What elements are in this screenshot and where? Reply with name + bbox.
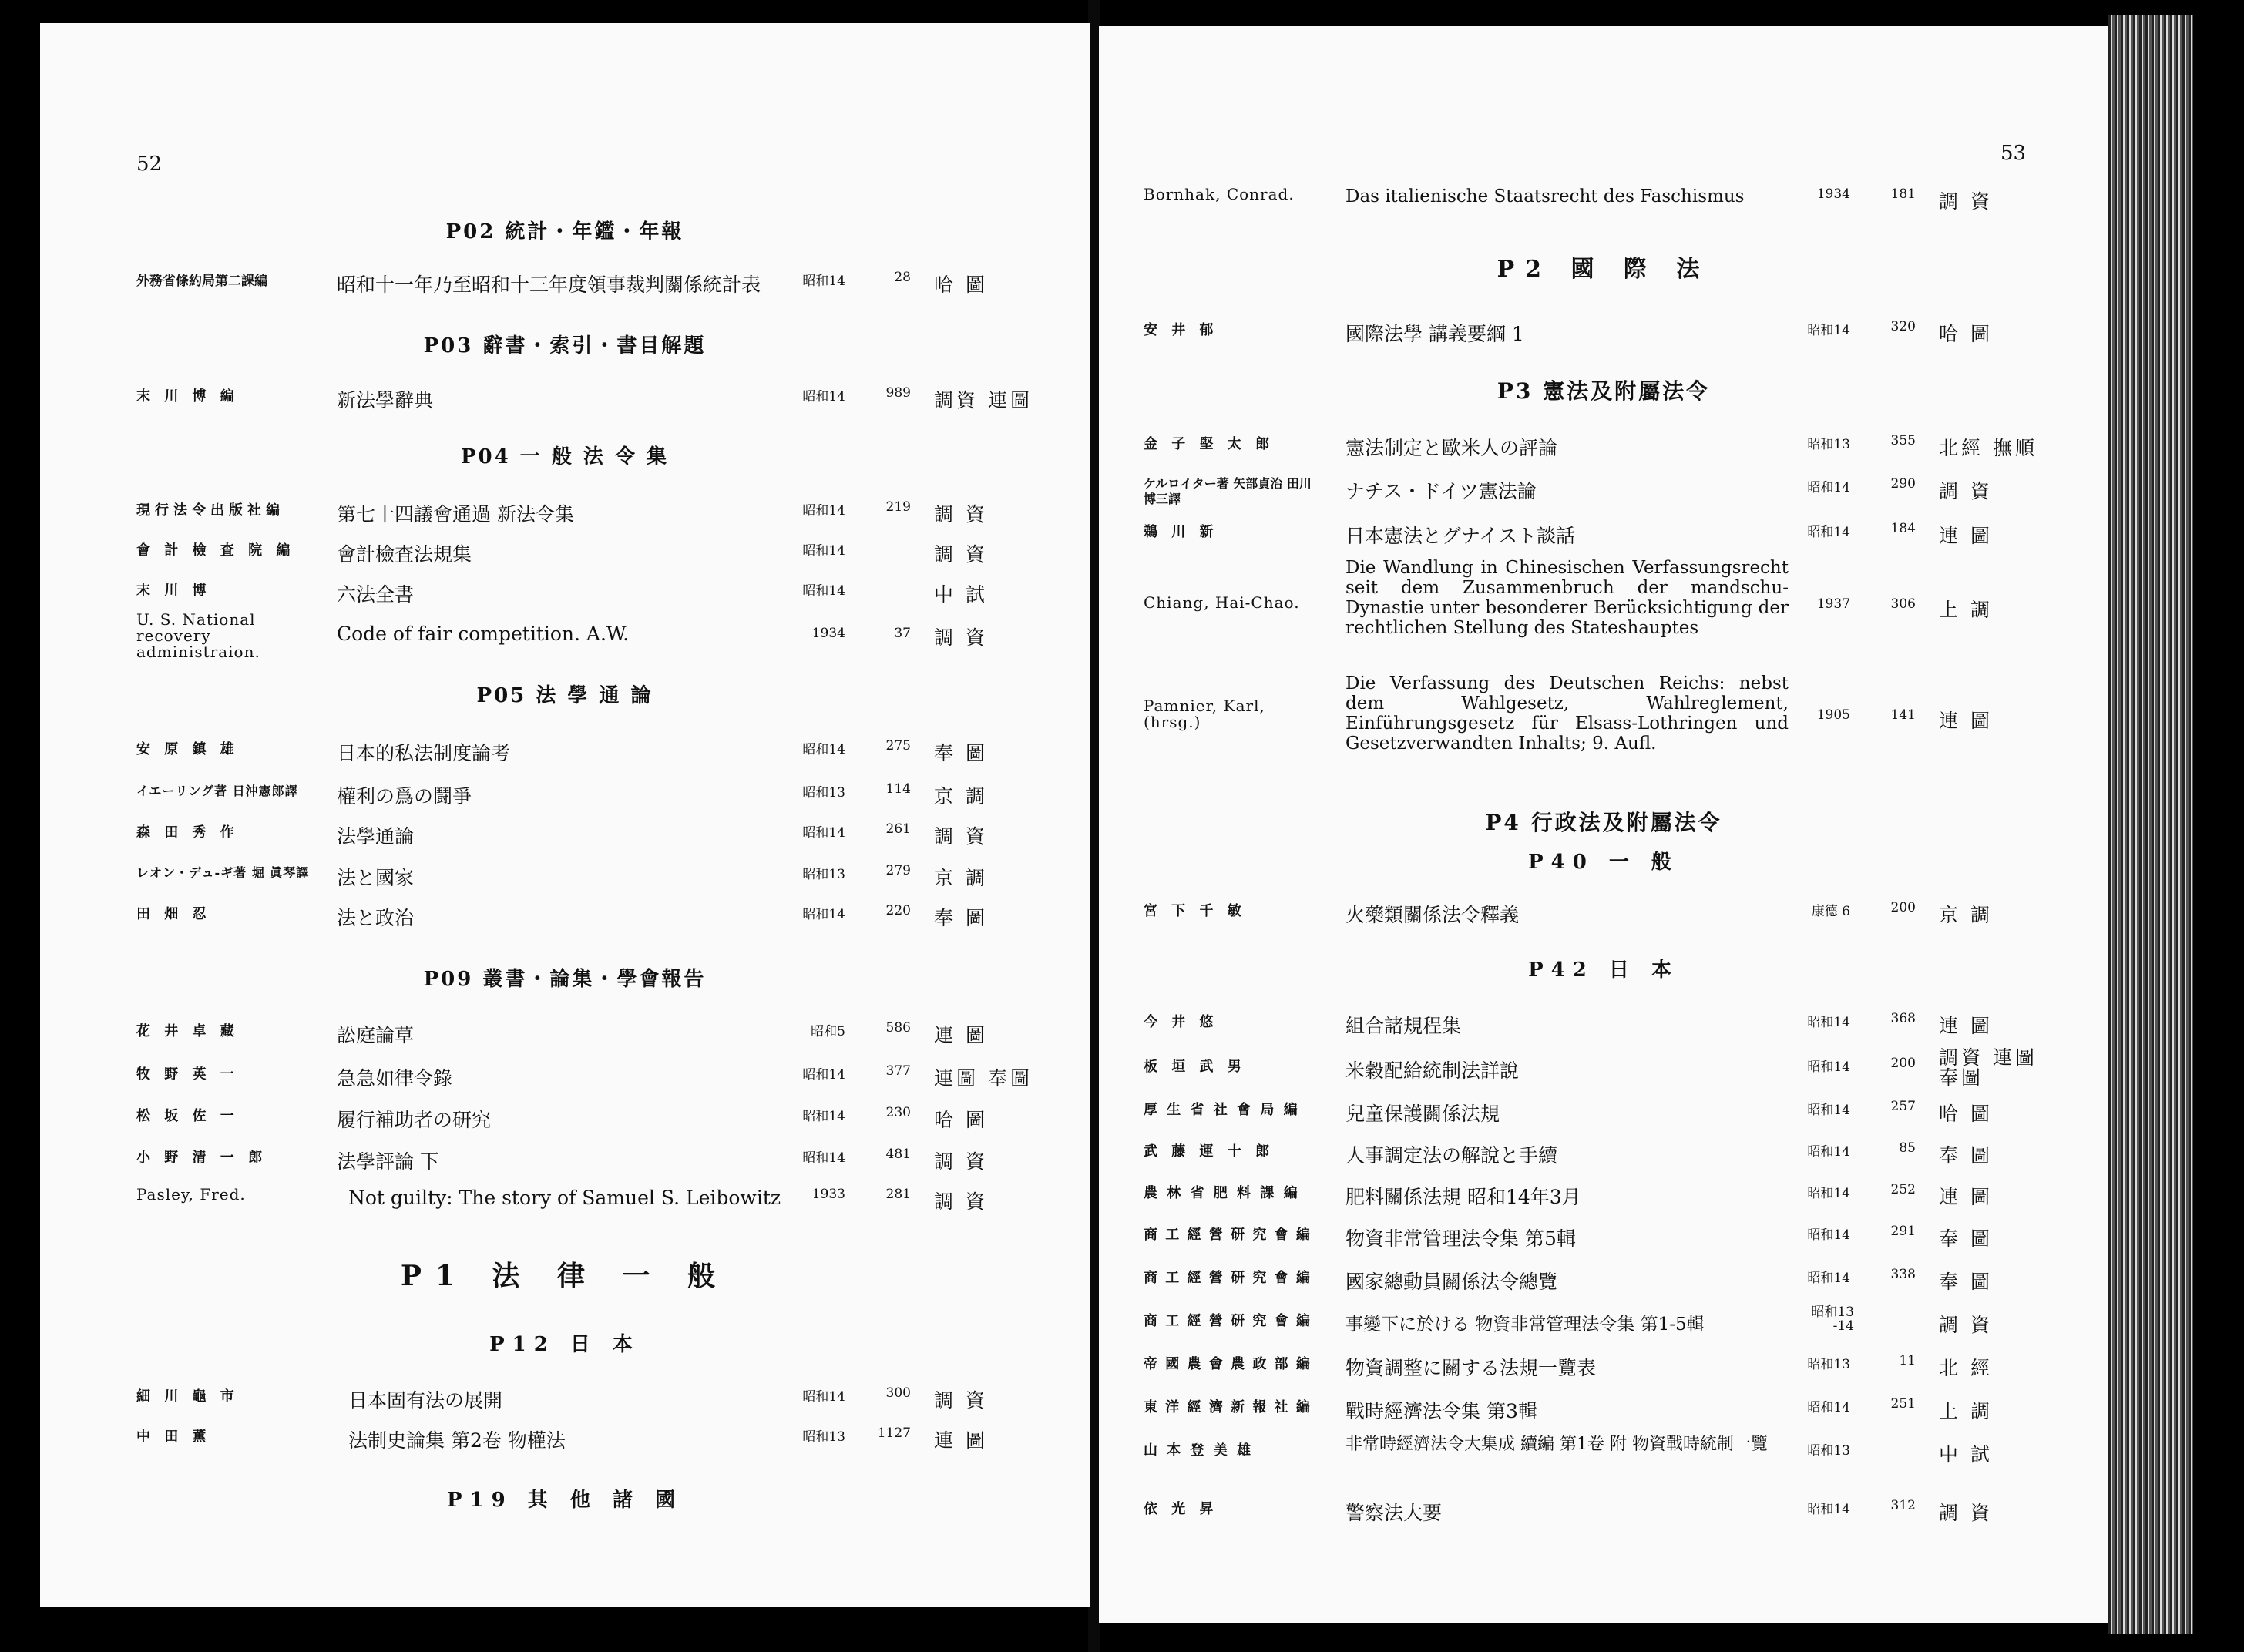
entry-title: 警察法大要 <box>1345 1502 1443 1524</box>
entry-pages: 320 <box>1890 319 1916 334</box>
entry-author: 田 畑 忍 <box>136 906 211 922</box>
entry-author: 鵜 川 新 <box>1144 524 1218 540</box>
entry-pages: 200 <box>1890 900 1916 915</box>
entry-title: Die Wandlung in Chinesischen Verfassungsrecht seit dem Zusammenbruch der mandschu-Dynastie unter besonderer Berücksichtigung der rechtlichen Stellung des Stateshauptes <box>1345 558 1789 638</box>
entry-author: 會 計 檢 査 院 編 <box>136 542 295 559</box>
entry-year: 昭和14 <box>1807 1059 1850 1075</box>
entry-author: ケルロイター著 矢部貞治 田川博三譯 <box>1144 476 1312 506</box>
entry-title: Not guilty: The story of Samuel S. Leibowitz <box>348 1187 781 1209</box>
entry-location: 調 資 <box>934 825 988 848</box>
entry-title: 法制史論集 第2卷 物權法 <box>348 1429 566 1452</box>
entry-author: 商 工 經 營 研 究 會 編 <box>1144 1227 1312 1243</box>
entry-title: 事變下に於ける 物資非常管理法令集 第1-5輯 <box>1345 1315 1705 1335</box>
entry-pages: 85 <box>1899 1140 1916 1156</box>
entry-location: 中 試 <box>1939 1443 1993 1466</box>
entry-author: 今 井 悠 <box>1144 1014 1218 1030</box>
entry-pages: 291 <box>1890 1224 1916 1239</box>
entry-title: ナチス・ドイツ憲法論 <box>1345 480 1537 502</box>
entry-year: 昭和14 <box>1807 323 1850 338</box>
entry-location: 連 圖 <box>1939 1015 1993 1037</box>
section-heading: P3 憲法及附屬法令 <box>1497 378 1711 404</box>
entry-pages: 279 <box>885 863 911 878</box>
entry-year: 昭和5 <box>811 1024 845 1039</box>
entry-author: 小 野 清 一 郎 <box>136 1150 267 1166</box>
entry-title: 人事調定法の解說と手續 <box>1345 1144 1558 1167</box>
entry-year: 昭和14 <box>1807 1015 1850 1030</box>
entry-location: 北 經 <box>1939 1357 1993 1379</box>
entry-author: 森 田 秀 作 <box>136 824 239 841</box>
entry-title: 憲法制定と歐米人の評論 <box>1345 437 1558 459</box>
entry-year: 昭和14 <box>1807 525 1850 540</box>
entry-pages: 257 <box>1890 1099 1916 1114</box>
entry-location: 調 資 <box>1939 1502 1993 1524</box>
entry-year: 昭和14 <box>802 1150 845 1166</box>
entry-pages: 28 <box>894 270 911 285</box>
entry-author: 中 田 薫 <box>136 1429 211 1445</box>
entry-author: 商 工 經 營 研 究 會 編 <box>1144 1270 1312 1286</box>
entry-title: 法と國家 <box>337 867 415 889</box>
entry-year: 昭和14 <box>1807 480 1850 495</box>
entry-year: 昭和13 <box>1807 437 1850 452</box>
entry-pages: 1127 <box>877 1425 911 1441</box>
entry-pages: 306 <box>1890 596 1916 612</box>
entry-pages: 230 <box>885 1105 911 1120</box>
section-heading: P05 法 學 通 論 <box>476 684 653 707</box>
entry-title: 物資調整に關する法規一覽表 <box>1345 1357 1597 1379</box>
entry-author: 武 藤 運 十 郎 <box>1144 1143 1275 1160</box>
entry-location: 連圖 奉圖 <box>934 1067 1033 1090</box>
page-number: 53 <box>2000 142 2027 165</box>
left-page <box>40 23 1090 1607</box>
entry-year: 昭和13 <box>802 1429 845 1445</box>
entry-title: 日本憲法とグナイスト談話 <box>1345 525 1576 547</box>
entry-title: 第七十四議會通過 新法令集 <box>337 503 574 525</box>
entry-author: 東 洋 經 濟 新 報 社 編 <box>1144 1399 1312 1415</box>
section-heading: P02 統計・年鑑・年報 <box>445 220 684 243</box>
section-heading: P2 國 際 法 <box>1497 256 1711 283</box>
entry-title: 訟庭論草 <box>337 1024 415 1046</box>
entry-author: 帝 國 農 會 農 政 部 編 <box>1144 1356 1312 1372</box>
entry-location: 調 資 <box>934 626 988 649</box>
entry-author: 松 坂 佐 一 <box>136 1108 239 1124</box>
entry-year: 昭和14 <box>802 583 845 599</box>
entry-year: 1937 <box>1816 596 1850 612</box>
entry-pages: 261 <box>885 821 911 837</box>
entry-author: 厚 生 省 社 會 局 編 <box>1144 1102 1300 1118</box>
entry-year: 昭和14 <box>1807 1227 1850 1243</box>
section-heading: P4 行政法及附屬法令 <box>1485 810 1722 835</box>
entry-title: 會計檢査法規集 <box>337 543 472 566</box>
entry-location: 哈 圖 <box>934 274 988 296</box>
entry-location: 北經 撫順 <box>1939 437 2037 459</box>
entry-location: 連 圖 <box>1939 1186 1993 1208</box>
entry-location: 奉 圖 <box>934 907 988 929</box>
entry-pages: 37 <box>894 626 911 641</box>
entry-author: 金 子 堅 太 郎 <box>1144 436 1275 452</box>
entry-location: 調資 連圖 奉圖 <box>1939 1046 2037 1089</box>
entry-pages: 275 <box>885 738 911 754</box>
entry-title: 新法學辭典 <box>337 389 434 411</box>
entry-title: 兒童保護關係法規 <box>1345 1103 1500 1125</box>
entry-title: 權利の爲の鬪爭 <box>337 785 472 808</box>
entry-location: 連 圖 <box>934 1429 988 1452</box>
entry-author: 板 垣 武 男 <box>1144 1059 1246 1075</box>
entry-title: 組合諸規程集 <box>1345 1015 1462 1037</box>
entry-author: 外務省條約局第二課編 <box>136 274 267 289</box>
section-heading: P40 一 般 <box>1528 851 1679 874</box>
entry-pages: 300 <box>885 1385 911 1401</box>
section-heading: P1 法 律 一 般 <box>400 1260 730 1292</box>
entry-author: イエーリング著 日沖憲郎譯 <box>136 784 298 798</box>
entry-author: 現行法令出版社編 <box>136 502 284 519</box>
entry-location: 連 圖 <box>1939 710 1993 732</box>
page-number: 52 <box>136 153 163 176</box>
entry-location: 調資 連圖 <box>934 389 1033 411</box>
section-heading: P04 一 般 法 令 集 <box>461 445 669 468</box>
entry-pages: 368 <box>1890 1011 1916 1026</box>
entry-author: U. S. National recovery administraion. <box>136 610 260 661</box>
entry-year: 昭和13 <box>1807 1357 1850 1372</box>
section-heading: P03 辭書・索引・書目解題 <box>423 334 707 358</box>
entry-title: 火藥類關係法令釋義 <box>1345 904 1520 926</box>
entry-location: 奉 圖 <box>1939 1227 1993 1250</box>
entry-year: 昭和14 <box>1807 1144 1850 1160</box>
entry-location: 奉 圖 <box>1939 1271 1993 1293</box>
entry-location: 連 圖 <box>1939 525 1993 547</box>
entry-title: 日本的私法制度論考 <box>337 742 511 764</box>
entry-pages: 252 <box>1890 1182 1916 1197</box>
entry-pages: 312 <box>1890 1498 1916 1513</box>
entry-pages: 586 <box>885 1020 911 1036</box>
entry-pages: 281 <box>885 1187 911 1202</box>
entry-year: 昭和14 <box>802 1109 845 1124</box>
entry-title: 日本固有法の展開 <box>348 1389 503 1412</box>
entry-pages: 338 <box>1890 1267 1916 1282</box>
entry-year: 昭和13 <box>802 867 845 882</box>
entry-location: 調 資 <box>934 1150 988 1173</box>
entry-location: 中 試 <box>934 583 988 606</box>
entry-pages: 989 <box>885 385 911 401</box>
entry-author: 牧 野 英 一 <box>136 1066 239 1083</box>
entry-title: 法學通論 <box>337 825 415 848</box>
entry-author: レオン・デュ-ギ著 堀 眞琴譯 <box>136 865 310 880</box>
entry-author: Chiang, Hai-Chao. <box>1144 593 1300 612</box>
entry-location: 調 資 <box>1939 1314 1993 1336</box>
entry-pages: 290 <box>1890 476 1916 492</box>
entry-author: 細 川 龜 市 <box>136 1388 239 1405</box>
entry-year: 昭和14 <box>802 742 845 757</box>
entry-author: 末 川 博 <box>136 583 211 599</box>
entry-title: 國家總動員關係法令總覽 <box>1345 1271 1558 1293</box>
entry-title: 肥料關係法規 昭和14年3月 <box>1345 1186 1581 1208</box>
entry-year: 昭和14 <box>1807 1502 1850 1517</box>
entry-pages: 220 <box>885 903 911 918</box>
right-page <box>1099 26 2108 1623</box>
entry-location: 哈 圖 <box>1939 1103 1993 1125</box>
entry-year: 昭和14 <box>802 543 845 559</box>
entry-title: Code of fair competition. A.W. <box>337 623 630 645</box>
entry-location: 調 資 <box>934 503 988 525</box>
entry-author: 宮 下 千 敏 <box>1144 903 1246 919</box>
entry-pages: 114 <box>885 781 911 797</box>
entry-year: 1934 <box>811 626 845 641</box>
entry-author: Pamnier, Karl, (hrsg.) <box>1144 697 1265 731</box>
entry-year: 昭和14 <box>802 907 845 922</box>
entry-year: 昭和13 <box>802 785 845 801</box>
entry-pages: 481 <box>885 1147 911 1162</box>
entry-location: 連 圖 <box>934 1024 988 1046</box>
entry-author: 山 本 登 美 雄 <box>1144 1442 1254 1459</box>
entry-year: 1933 <box>811 1187 845 1202</box>
entry-pages: 251 <box>1890 1396 1916 1412</box>
entry-location: 調 資 <box>1939 480 1993 502</box>
page-edges <box>2108 15 2193 1634</box>
entry-author: 依 光 昇 <box>1144 1501 1218 1517</box>
section-heading: P12 日 本 <box>489 1333 640 1356</box>
entry-pages: 184 <box>1890 521 1916 536</box>
entry-title: 國際法學 講義要綱 1 <box>1345 323 1524 345</box>
section-heading: P42 日 本 <box>1528 959 1679 982</box>
entry-year: 昭和14 <box>1807 1400 1850 1415</box>
entry-pages: 200 <box>1890 1056 1916 1071</box>
entry-location: 京 調 <box>1939 904 1993 926</box>
entry-author: 商 工 經 營 研 究 會 編 <box>1144 1313 1312 1329</box>
entry-pages: 141 <box>1890 707 1916 723</box>
entry-location: 哈 圖 <box>934 1109 988 1131</box>
entry-title: 急急如律令錄 <box>337 1067 453 1090</box>
entry-location: 哈 圖 <box>1939 323 1993 345</box>
entry-year: 昭和14 <box>802 1067 845 1083</box>
entry-title: 法學評論 下 <box>337 1150 439 1173</box>
entry-title: 法と政治 <box>337 907 415 929</box>
entry-year: 昭和14 <box>1807 1103 1850 1118</box>
entry-author: 農 林 省 肥 料 課 編 <box>1144 1185 1300 1201</box>
entry-pages: 11 <box>1899 1353 1916 1368</box>
entry-year: 康德 6 <box>1811 904 1850 919</box>
entry-location: 京 調 <box>934 867 988 889</box>
entry-title: Die Verfassung des Deutschen Reichs: nebst dem Wahlgesetz, Wahlreglement, Einführungsgesetz für Elsass-Lothringen und Gesetzverwandten Inhalts; 9. Aufl. <box>1345 673 1789 754</box>
entry-location: 調 資 <box>934 1190 988 1213</box>
entry-location: 調 資 <box>1939 190 1993 213</box>
entry-year: 昭和14 <box>802 825 845 841</box>
entry-author: Pasley, Fred. <box>136 1185 246 1204</box>
entry-title: 非常時經濟法令大集成 續編 第1卷 附 物資戰時統制一覽 <box>1345 1435 1768 1454</box>
entry-location: 京 調 <box>934 785 988 808</box>
entry-author: Bornhak, Conrad. <box>1144 185 1295 203</box>
entry-year: 1905 <box>1816 707 1850 723</box>
entry-author: 安 井 郁 <box>1144 322 1218 338</box>
section-heading: P09 叢書・論集・學會報告 <box>423 968 707 991</box>
entry-title: 物資非常管理法令集 第5輯 <box>1345 1227 1576 1250</box>
entry-author: 花 井 卓 藏 <box>136 1023 239 1039</box>
entry-title: 六法全書 <box>337 583 415 606</box>
entry-year: 昭和14 <box>802 389 845 405</box>
entry-location: 上 調 <box>1939 599 1993 621</box>
entry-year: 昭和14 <box>1807 1186 1850 1201</box>
entry-year: 昭和14 <box>802 274 845 289</box>
entry-title: Das italienische Staatsrecht des Faschismus <box>1345 186 1745 206</box>
entry-location: 調 資 <box>934 543 988 566</box>
entry-pages: 219 <box>885 499 911 515</box>
entry-title: 戰時經濟法令集 第3輯 <box>1345 1400 1537 1422</box>
entry-pages: 181 <box>1890 186 1916 202</box>
entry-year: 昭和13 <box>1807 1443 1850 1459</box>
entry-author: 安 原 鎮 雄 <box>136 741 239 757</box>
entry-year: 昭和14 <box>1807 1271 1850 1286</box>
entry-location: 上 調 <box>1939 1400 1993 1422</box>
entry-location: 調 資 <box>934 1389 988 1412</box>
entry-year: 昭和14 <box>802 503 845 519</box>
entry-location: 奉 圖 <box>934 742 988 764</box>
entry-title: 米穀配給統制法詳說 <box>1345 1059 1520 1082</box>
entry-pages: 355 <box>1890 433 1916 448</box>
entry-author: 末 川 博 編 <box>136 388 239 405</box>
entry-year: 昭和13 -14 <box>1811 1304 1854 1334</box>
entry-title: 昭和十一年乃至昭和十三年度領事裁判關係統計表 <box>337 274 761 296</box>
entry-year: 1934 <box>1816 186 1850 202</box>
entry-year: 昭和14 <box>802 1389 845 1405</box>
entry-pages: 377 <box>885 1063 911 1079</box>
entry-location: 奉 圖 <box>1939 1144 1993 1167</box>
section-heading: P19 其 他 諸 國 <box>447 1489 683 1512</box>
entry-title: 履行補助者の研究 <box>337 1109 492 1131</box>
